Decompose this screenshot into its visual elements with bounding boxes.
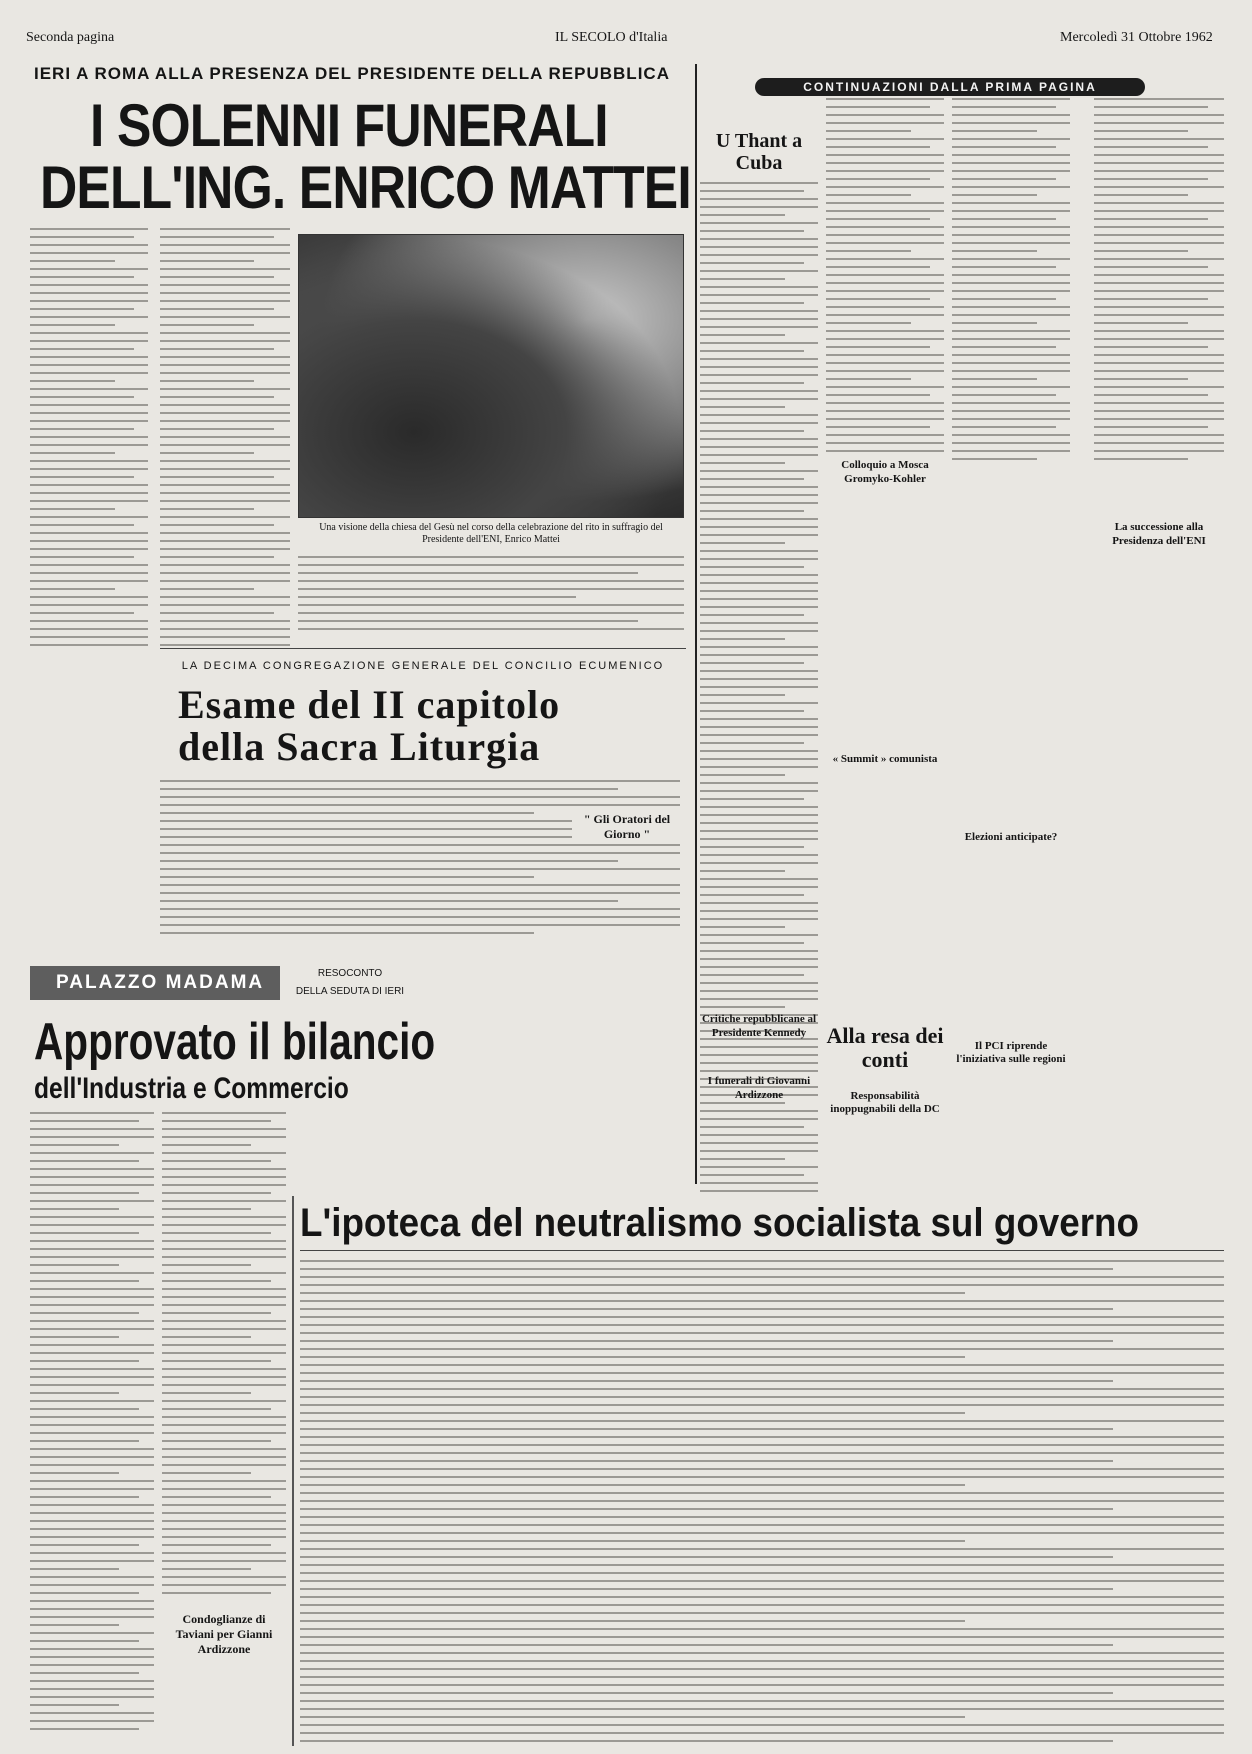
continuazioni-col1 [700, 182, 818, 1192]
mattei-kicker: IERI A ROMA ALLA PRESENZA DEL PRESIDENTE DELLA REPUBBLICA [34, 64, 670, 83]
continuazioni-col4 [1094, 98, 1224, 1188]
pci-heading: Il PCI riprende l'iniziativa sulle regioni [952, 1040, 1070, 1066]
madama-title-line2: dell'Industria e Commercio [34, 1072, 349, 1105]
continuazioni-col3 [952, 98, 1070, 1188]
successione-heading: La successione alla Presidenza dell'ENI [1094, 520, 1224, 548]
mattei-text-col2 [160, 228, 290, 658]
concilio-kicker: LA DECIMA CONGREGAZIONE GENERALE DEL CONCILIO ECUMENICO [181, 660, 665, 672]
palazzo-madama-label: PALAZZO MADAMA [30, 966, 280, 1000]
madama-text-col1 [30, 1112, 154, 1742]
concilio-text [160, 780, 680, 950]
summit-heading: « Summit » comunista [826, 752, 944, 766]
resoconto-line2: DELLA SEDUTA DI IERI [295, 986, 405, 997]
mattei-title-line1: I SOLENNI FUNERALI [90, 92, 608, 159]
page-label: Seconda pagina [26, 30, 115, 45]
elezioni-heading: Elezioni anticipate? [952, 830, 1070, 844]
condoglianze-heading: Condoglianze di Taviani per Gianni Ardizzone [162, 1612, 286, 1657]
funeral-photo [298, 234, 684, 518]
ipoteca-rule [300, 1250, 1224, 1251]
continuazioni-bar: CONTINUAZIONI DALLA PRIMA PAGINA [755, 78, 1145, 96]
funeral-photo-caption: Una visione della chiesa del Gesù nel corso della celebrazione del rito in suffragio del Presidente dell'ENI, Enrico Mattei [319, 522, 663, 545]
madama-title-line1: Approvato il bilancio [34, 1013, 436, 1071]
resa-heading: Alla resa dei conti [826, 1023, 944, 1072]
oratori-heading: " Gli Oratori del Giorno " [572, 812, 682, 842]
mattei-text-below [298, 556, 684, 636]
responsabilita-heading: Responsabilità inoppugnabili della DC [826, 1090, 944, 1116]
critiche-heading: Critiche repubblicane al Presidente Kennedy [701, 1013, 817, 1039]
concilio-title-line2: della Sacra Liturgia [178, 724, 541, 769]
ipoteca-text [300, 1260, 1224, 1746]
concilio-top-rule [160, 648, 686, 649]
mattei-text-col1 [30, 228, 148, 658]
resoconto-line1: RESOCONTO [317, 968, 383, 979]
issue-date: Mercoledì 31 Ottobre 1962 [1060, 30, 1213, 45]
thant-heading: U Thant a Cuba [715, 130, 803, 174]
mattei-title-line2: DELL'ING. ENRICO MATTEI [40, 154, 691, 221]
ipoteca-title: L'ipoteca del neutralismo socialista sul governo [300, 1201, 1140, 1245]
masthead-small: IL SECOLO d'Italia [555, 30, 668, 45]
column-rule [695, 64, 697, 1184]
colloquio-heading: Colloquio a Mosca Gromyko-Kohler [826, 458, 944, 486]
ipoteca-left-rule [292, 1196, 294, 1746]
funerali-ardizzone-heading: I funerali di Giovanni Ardizzone [707, 1075, 811, 1101]
concilio-title-line1: Esame del II capitolo [178, 682, 561, 727]
